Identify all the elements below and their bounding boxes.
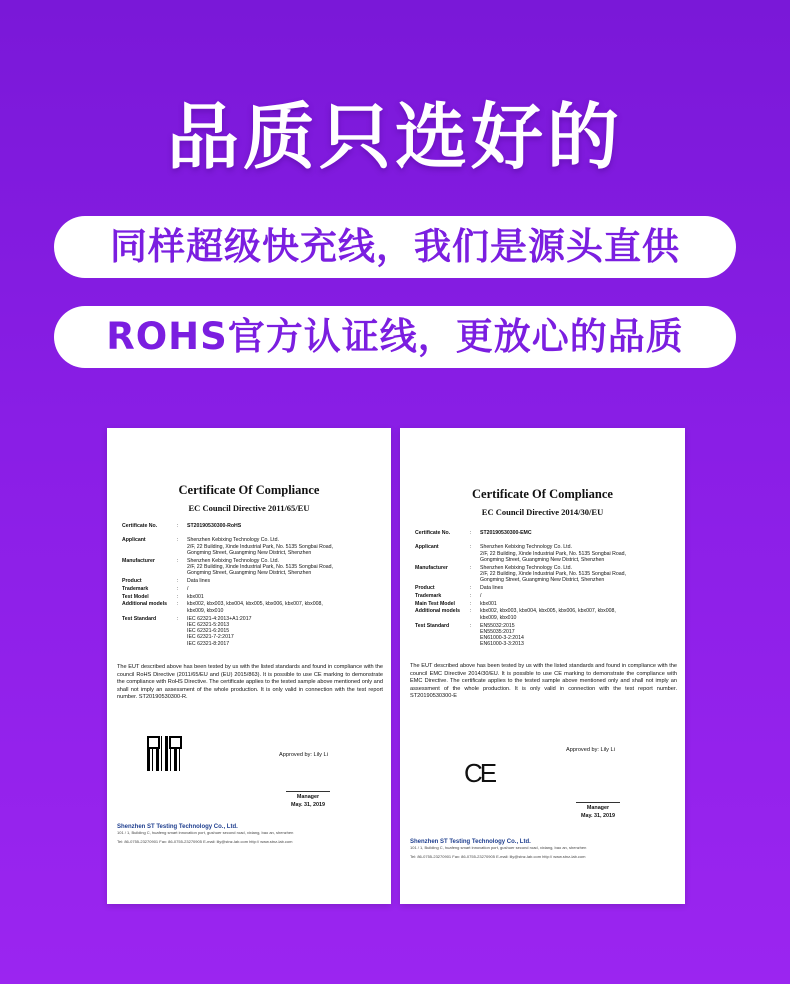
field-row: Product : Data lines <box>122 578 379 584</box>
field-row: Trademark : / <box>122 586 379 592</box>
manager-label: Manager <box>586 805 610 811</box>
field-key: Product <box>415 585 435 592</box>
qr-code-icon <box>147 736 182 771</box>
field-key: Certificate No. <box>415 530 451 536</box>
field-key: Trademark <box>415 592 442 599</box>
field-key: Test Model <box>122 593 149 600</box>
feature-pill-rohs: ROHS官方认证线，更放心的品质 <box>54 306 736 368</box>
field-row: Manufacturer : Shenzhen Kebixing Technology Co. Ltd. 2/F, 22 Building, Xinde Industrial Park, No. 5135 Songbai Road, Gongming Street, Guangming New District, Shenzhen <box>415 565 673 584</box>
field-row: Test Model : kbx001 <box>122 594 379 600</box>
field-key: Applicant <box>122 537 146 544</box>
footer-contact: Tel: 86-0755-23270901 Fax: 86-0755-23270905 E-mail: lily@stnz-lab.com http:// www.stnz-lab.com <box>410 854 586 859</box>
issue-date: May. 31, 2019 <box>580 813 616 819</box>
field-row: Manufacturer : Shenzhen Kebixing Technology Co. Ltd. 2/F, 22 Building, Xinde Industrial Park, No. 5135 Songbai Road, Gongming Street, Guangming New District, Shenzhen <box>122 558 379 577</box>
certificate-footer <box>117 824 383 845</box>
field-key: Main Test Model <box>415 600 455 607</box>
feature-pill-source: 同样超级快充线，我们是源头直供 <box>54 216 736 278</box>
ce-mark-icon: CE <box>464 758 495 788</box>
field-key: Trademark <box>122 585 149 592</box>
footer-company: Shenzhen ST Testing Technology Co., Ltd. <box>410 839 531 845</box>
certificate-subtitle: EC Council Directive 2014/30/EU <box>481 507 604 517</box>
field-row: Certificate No. : ST20190530300-RoHS <box>122 523 379 529</box>
field-row: Applicant : Shenzhen Kebixing Technology Co. Ltd. 2/F, 22 Building, Xinde Industrial Park, No. 5135 Songbai Road, Gongming Street, Guangming New District, Shenzhen <box>415 544 673 563</box>
field-value: kbx002, kbx003, kbx004, kbx005, kbx006, kbx007, kbx008, kbx009, kbx010 <box>480 608 616 621</box>
certificate-fields <box>122 523 379 649</box>
field-key: Test Standard <box>415 622 450 629</box>
field-row: Test Standard : EN55032:2015 EN55035:2017 EN61000-3-2:2014 EN61000-3-3:2013 <box>415 623 673 648</box>
field-key: Additional models <box>415 608 460 615</box>
field-key: Test Standard <box>122 615 157 622</box>
field-row: Trademark : / <box>415 593 673 599</box>
field-key: Applicant <box>415 544 439 551</box>
approved-by: Approved by: Lily Li <box>279 752 328 758</box>
field-value: / <box>187 585 189 592</box>
field-value: Shenzhen Kebixing Technology Co. Ltd. 2/F, 22 Building, Xinde Industrial Park, No. 5135 Songbai Road, Gongming Street, Guangming New District, Shenzhen <box>187 557 333 577</box>
signature-line <box>286 791 330 792</box>
headline: 品质只选好的 <box>166 95 623 179</box>
compliance-statement: The EUT described above has been tested by us with the listed standards and found in compliance with the council EMC Directive 2014/30/EU. It is possible to use CE marking to demonstrate the compliance with EMC Directive. The certificate applies to the tested sample above mentioned only and shall not imply an assessment of the whole production. It is only valid in connection with the test report number. ST20190530300-E <box>410 663 677 700</box>
field-row: Additional models : kbx002, kbx003, kbx004, kbx005, kbx006, kbx007, kbx008, kbx009, kbx010 <box>415 608 673 621</box>
footer-contact: Tel: 86-0755-23270901 Fax: 86-0755-23270905 E-mail: lily@stnz-lab.com http:// www.stnz-lab.com <box>117 839 293 844</box>
manager-label: Manager <box>296 794 320 800</box>
field-value: kbx001 <box>187 593 204 600</box>
field-key: Product <box>122 578 142 585</box>
field-value: Data lines <box>480 585 504 592</box>
field-value: kbx001 <box>480 600 497 607</box>
issue-date: May. 31, 2019 <box>290 802 326 808</box>
field-key: Manufacturer <box>122 557 155 564</box>
certificate-subtitle: EC Council Directive 2011/65/EU <box>188 503 310 513</box>
field-value: IEC 62321-4:2013+A1:2017 IEC 62321-5:2013 IEC 62321-6:2015 IEC 62321-7-2:2017 IEC 62321-8:2017 <box>187 615 252 647</box>
footer-address: 101 / 1, Building C, huafeng smart innovation port, gushuer second road, xixiang, bao an, shenzhen <box>117 830 294 835</box>
certificate-fields <box>415 530 673 649</box>
field-value: ST20190530300-RoHS <box>187 523 242 529</box>
certificate-emc <box>400 428 685 904</box>
field-row: Applicant : Shenzhen Kebixing Technology Co. Ltd. 2/F, 22 Building, Xinde Industrial Park, No. 5135 Songbai Road, Gongming Street, Guangming New District, Shenzhen <box>122 537 379 556</box>
certificate-title: Certificate Of Compliance <box>472 487 613 501</box>
field-key: Certificate No. <box>122 523 158 529</box>
signature-line <box>576 802 620 803</box>
field-value: EN55032:2015 EN55035:2017 EN61000-3-2:2014 EN61000-3-3:2013 <box>480 622 524 648</box>
compliance-statement: The EUT described above has been tested by us with the listed standards and found in compliance with the council RoHS Directive (2011/65/EU and (EU) 2015/863). It is possible to use CE marking to demonstrate the compliance with RoHS Directive. The certificate applies to the tested sample above mentioned only and shall not imply an assessment of the whole production. It is only valid in connection with the test report number. ST20190530300-R. <box>117 664 383 701</box>
field-row: Main Test Model : kbx001 <box>415 601 673 607</box>
field-row: Additional models : kbx002, kbx003, kbx004, kbx005, kbx006, kbx007, kbx008, kbx009, kbx010 <box>122 601 379 614</box>
field-value: ST20190530300-EMC <box>480 530 532 536</box>
field-value: Shenzhen Kebixing Technology Co. Ltd. 2/F, 22 Building, Xinde Industrial Park, No. 5135 Songbai Road, Gongming Street, Guangming New District, Shenzhen <box>480 564 626 584</box>
field-row: Certificate No. : ST20190530300-EMC <box>415 530 673 536</box>
field-value: Data lines <box>187 578 211 585</box>
footer-address: 101 / 1, Building C, huafeng smart innovation port, gushuer second road, xixiang, bao an, shenzhen <box>410 845 587 850</box>
certificate-rohs <box>107 428 391 904</box>
certificate-title: Certificate Of Compliance <box>178 483 320 497</box>
certificate-footer <box>410 839 677 860</box>
field-value: Shenzhen Kebixing Technology Co. Ltd. 2/F, 22 Building, Xinde Industrial Park, No. 5135 Songbai Road, Gongming Street, Guangming New District, Shenzhen <box>187 537 333 556</box>
field-value: kbx002, kbx003, kbx004, kbx005, kbx006, kbx007, kbx008, kbx009, kbx010 <box>187 601 323 614</box>
field-value: / <box>480 592 482 599</box>
approved-by: Approved by: Lily Li <box>566 747 615 753</box>
field-key: Additional models <box>122 601 167 608</box>
field-key: Manufacturer <box>415 564 448 571</box>
field-value: Shenzhen Kebixing Technology Co. Ltd. 2/F, 22 Building, Xinde Industrial Park, No. 5135 Songbai Road, Gongming Street, Guangming New District, Shenzhen <box>480 544 626 563</box>
field-row: Test Standard : IEC 62321-4:2013+A1:2017 IEC 62321-5:2013 IEC 62321-6:2015 IEC 62321-7-2:2017 IEC 62321-8:2017 <box>122 616 379 647</box>
field-row: Product : Data lines <box>415 585 673 591</box>
footer-company: Shenzhen ST Testing Technology Co., Ltd. <box>117 824 238 830</box>
